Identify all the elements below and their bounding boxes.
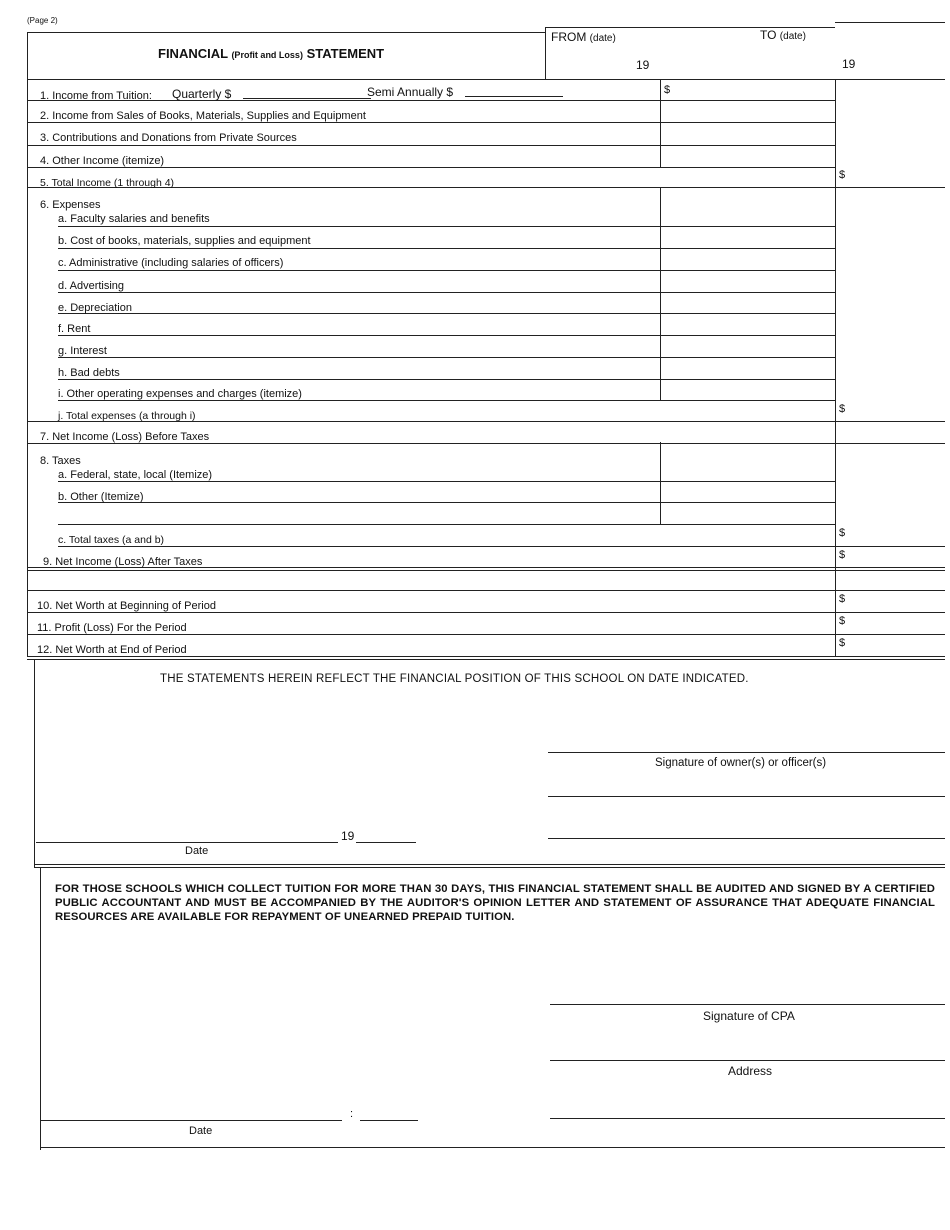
tax-a-amount[interactable]: [662, 461, 832, 481]
expense-a-label: a. Faculty salaries and benefits: [58, 213, 210, 225]
to-year-prefix: 19: [842, 57, 856, 71]
expense-i-label: i. Other operating expenses and charges (itemize): [58, 388, 302, 400]
expense-f-amount[interactable]: [662, 315, 832, 335]
total-taxes-dollar: $: [839, 527, 846, 539]
from-date-field[interactable]: [655, 50, 825, 74]
expense-a-amount[interactable]: [662, 205, 832, 225]
address-label: Address: [728, 1064, 773, 1078]
expense-h-amount[interactable]: [662, 359, 832, 379]
date2-label: Date: [189, 1125, 213, 1137]
net-worth-beginning-label: 10. Net Worth at Beginning of Period: [37, 600, 216, 612]
income-other-label: 4. Other Income (itemize): [40, 155, 165, 167]
expense-e-amount[interactable]: [662, 294, 832, 314]
cpa-audit-notice: FOR THOSE SCHOOLS WHICH COLLECT TUITION FOR MORE THAN 30 DAYS, THIS FINANCIAL STATEMENT SHALL BE AUDITED AND SIGNED BY A CERTIFIED PUBLIC ACCOUNTANT AND MUST BE ACCOMPANIED BY THE AUDITOR'S OPINION LETTER AND STATEMENT OF ASSURANCE THAT ADEQUATE FINANCIAL RESOURCES ARE AVAILABLE FOR REPAYMENT OF UNEARNED PREPAID TUITION.: [55, 883, 935, 923]
net-worth-beginning-amount[interactable]: [837, 591, 943, 611]
date-year-field[interactable]: [357, 824, 415, 840]
tax-b-amount[interactable]: [662, 483, 832, 503]
net-income-before-taxes-amount[interactable]: [837, 423, 943, 443]
quarterly-field[interactable]: [243, 87, 371, 99]
income-sales-label: 2. Income from Sales of Books, Materials, Supplies and Equipment: [40, 110, 366, 122]
to-date-field[interactable]: [862, 48, 942, 72]
page-label: (Page 2): [27, 16, 58, 25]
line1-dollar: $: [664, 84, 671, 96]
from-year-prefix: 19: [636, 58, 650, 72]
expense-c-amount[interactable]: [662, 250, 832, 270]
date2-year-field[interactable]: [361, 1102, 417, 1118]
expense-h-label: h. Bad debts: [58, 367, 120, 379]
date2-field[interactable]: [40, 1100, 340, 1118]
net-income-after-taxes-label: 9. Net Income (Loss) After Taxes: [43, 556, 203, 568]
income-contributions-label: 3. Contributions and Donations from Private Sources: [40, 132, 297, 144]
semi-annually-field[interactable]: [465, 85, 563, 97]
from-date-label: FROM (date): [551, 30, 616, 44]
signature-owner-label: Signature of owner(s) or officer(s): [655, 757, 827, 769]
net-income-after-taxes-dollar: $: [839, 549, 846, 561]
taxes-heading: 8. Taxes: [40, 455, 81, 467]
signature-cpa-label: Signature of CPA: [703, 1009, 795, 1023]
net-worth-end-dollar: $: [839, 637, 846, 649]
expense-i-amount[interactable]: [662, 380, 832, 400]
date2-colon: :: [350, 1108, 354, 1120]
signature-owner-field-2[interactable]: [548, 774, 945, 794]
signature-owner-field-3[interactable]: [548, 816, 945, 836]
total-income-dollar: $: [839, 169, 846, 181]
expense-e-label: e. Depreciation: [58, 302, 132, 314]
profit-loss-period-label: 11. Profit (Loss) For the Period: [37, 622, 187, 634]
line2-amount[interactable]: [662, 102, 832, 122]
net-income-after-taxes-amount[interactable]: [837, 547, 943, 567]
net-worth-end-label: 12. Net Worth at End of Period: [37, 644, 187, 656]
line4-amount[interactable]: [662, 147, 832, 167]
total-expenses-label: j. Total expenses (a through i): [58, 410, 196, 422]
expense-d-amount[interactable]: [662, 272, 832, 292]
expense-g-amount[interactable]: [662, 337, 832, 357]
profit-loss-period-amount[interactable]: [837, 613, 943, 633]
line3-amount[interactable]: [662, 124, 832, 144]
date-field[interactable]: [36, 822, 336, 840]
net-worth-beginning-dollar: $: [839, 593, 846, 605]
form-title: FINANCIAL (Profit and Loss) STATEMENT: [158, 46, 385, 61]
semi-annually-label: Semi Annually $: [367, 85, 454, 99]
tax-b-label: b. Other (Itemize): [58, 491, 144, 503]
expense-b-label: b. Cost of books, materials, supplies and equipment: [58, 235, 311, 247]
address-field-2[interactable]: [550, 1094, 945, 1116]
total-income-label: 5. Total Income (1 through 4): [40, 177, 175, 189]
expense-b-amount[interactable]: [662, 228, 832, 248]
statement-text: THE STATEMENTS HEREIN REFLECT THE FINANCIAL POSITION OF THIS SCHOOL ON DATE INDICATED.: [160, 673, 749, 685]
expense-c-label: c. Administrative (including salaries of officers): [58, 257, 284, 269]
expense-d-label: d. Advertising: [58, 280, 125, 292]
quarterly-label: Quarterly $: [172, 87, 232, 101]
expense-f-label: f. Rent: [58, 323, 91, 335]
total-taxes-amount[interactable]: [837, 525, 943, 545]
total-taxes-label: c. Total taxes (a and b): [58, 534, 165, 546]
total-expenses-dollar: $: [839, 403, 846, 415]
line1-amount[interactable]: [662, 81, 832, 101]
net-worth-end-amount[interactable]: [837, 635, 943, 655]
total-expenses-amount[interactable]: [837, 401, 943, 421]
income-tuition-label: 1. Income from Tuition:: [40, 90, 152, 102]
address-field[interactable]: [550, 1036, 945, 1058]
date-year-prefix: 19: [341, 829, 355, 843]
to-date-label: TO (date): [760, 28, 806, 42]
profit-loss-period-dollar: $: [839, 615, 846, 627]
expense-g-label: g. Interest: [58, 345, 107, 357]
date-label: Date: [185, 845, 209, 857]
signature-owner-field[interactable]: [548, 728, 945, 750]
total-income-amount[interactable]: [837, 167, 943, 187]
expenses-heading: 6. Expenses: [40, 199, 101, 211]
net-income-before-taxes-label: 7. Net Income (Loss) Before Taxes: [40, 431, 210, 443]
signature-cpa-field[interactable]: [550, 980, 945, 1002]
tax-a-label: a. Federal, state, local (Itemize): [58, 469, 213, 481]
